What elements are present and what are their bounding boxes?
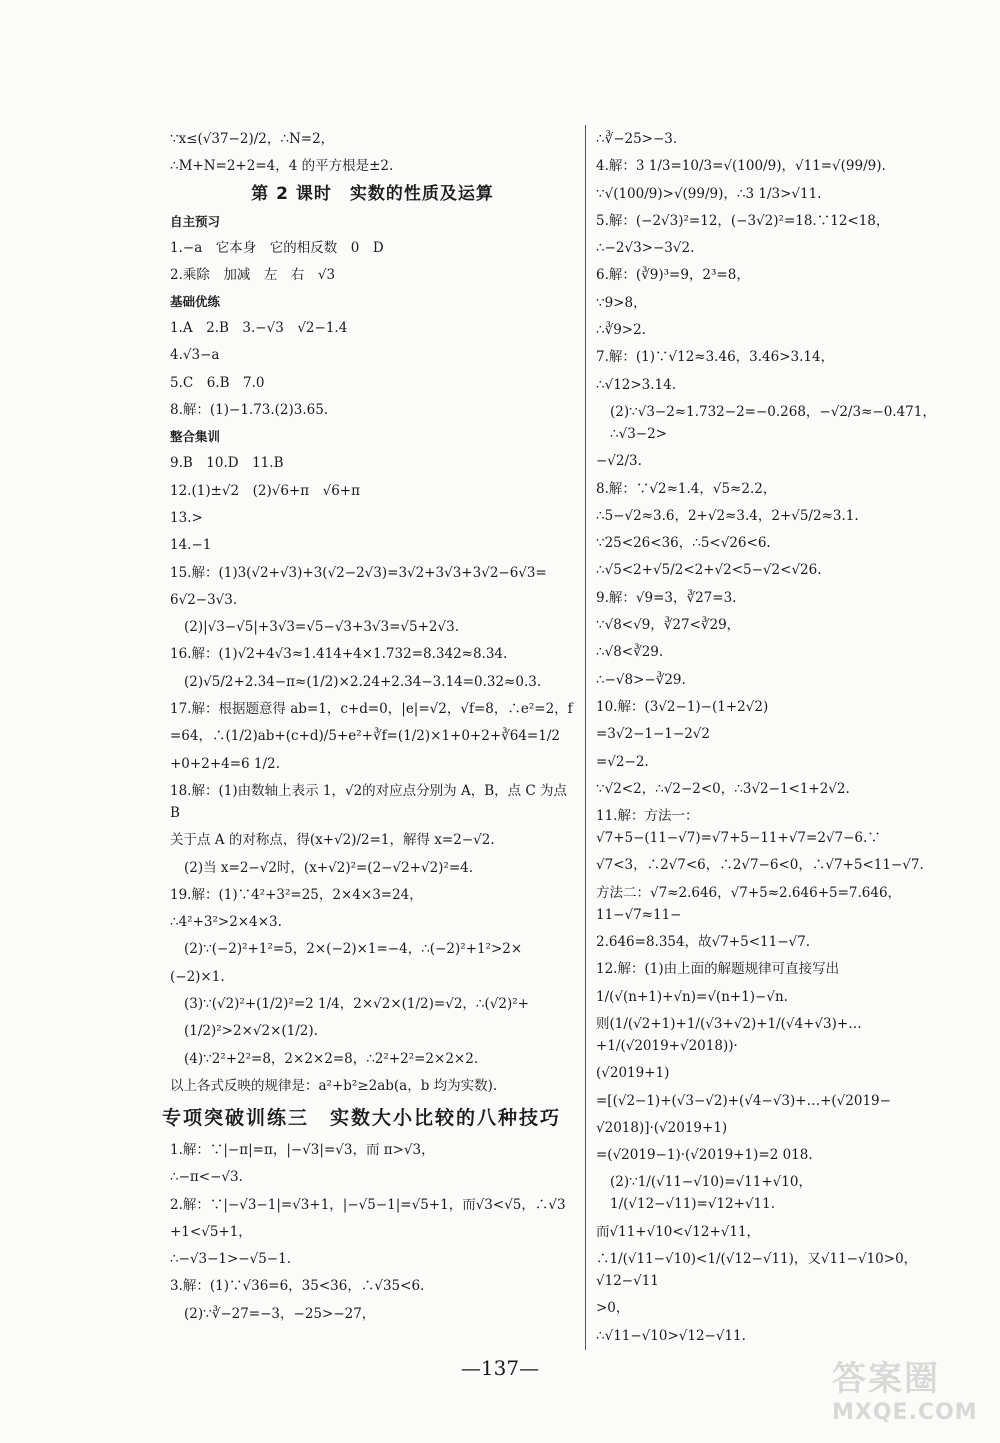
answer-line: ∴−2√3>−3√2. <box>596 240 695 257</box>
answer-line: −√2/3. <box>596 453 642 470</box>
integrated-training-answers <box>170 452 575 1097</box>
answer-line: 1.解：∵|−π|=π，|−√3|=√3，而 π>√3， <box>170 1141 435 1158</box>
answer-line: 18.解：(1)由数轴上表示 1，√2的对应点分别为 A，B，点 C 为点 B <box>170 782 572 821</box>
answer-line: 12.解：(1)由上面的解题规律可直接写出 <box>596 961 840 978</box>
answer-line: +0+2+4=6 1/2. <box>170 755 280 772</box>
answer-line: 16.解：(1)√2+4√3≈1.414+4×1.732=8.342≈8.34. <box>170 646 508 663</box>
answer-line: ∵√2<2，∴√2−2<0，∴3√2−1<1+2√2. <box>596 780 850 797</box>
answer-line: 7.解：(1)∵√12≈3.46，3.46>3.14， <box>596 349 835 366</box>
answer-line: 8.解：(1)−1.73.(2)3.65. <box>170 402 329 419</box>
special-training-answers <box>170 1139 575 1325</box>
answer-line: 13.> <box>170 509 203 526</box>
subsection-integrated-training: 整合集训 <box>170 429 221 445</box>
answer-line: =(√2019−1)·(√2019+1)=2 018. <box>596 1147 813 1164</box>
answer-line: 5.解：(−2√3)²=12，(−3√2)²=18.∵12<18， <box>596 212 890 229</box>
answer-line: √2018)]·(√2019+1) <box>596 1119 728 1136</box>
right-column <box>596 128 974 1352</box>
answer-line: ∵√(100/9)>√(99/9)，∴3 1/3>√11. <box>596 185 822 202</box>
answer-line: ∴−π<−√3. <box>170 1169 243 1186</box>
answer-line: 12.(1)±√2 (2)√6+π √6+π <box>170 482 360 499</box>
answer-line: 则(1/(√2+1)+1/(√3+√2)+1/(√4+√3)+…+1/(√2019+√2018))· <box>596 1015 862 1054</box>
answer-line: √7<3，∴2√7<6，∴2√7−6<0，∴√7+5<11−√7. <box>596 857 924 874</box>
answer-line: 17.解：根据题意得 ab=1，c+d=0，|e|=√2，√f=8，∴e²=2，f <box>170 701 573 718</box>
answer-line: ∴−√8>−∛29. <box>596 671 686 688</box>
answer-line: 8.解：∵√2≈1.4，√5≈2.2， <box>596 480 777 497</box>
answer-line: =3√2−1−1−2√2 <box>596 726 710 743</box>
answer-line: ∴√5<2+√5/2<2+√2<5−√2<√26. <box>596 562 822 579</box>
column-divider <box>585 125 586 1350</box>
answer-line: ∴1/(√11−√10)<1/(√12−√11)，又√11−√10>0，√12−√11 <box>596 1250 918 1289</box>
answer-line: 2.解：∵|−√3−1|=√3+1，|−√5−1|=√5+1，而√3<√5，∴√3 <box>170 1196 566 1213</box>
answer-line: 5.C 6.B 7.0 <box>170 374 265 391</box>
answer-line: (2)|√3−√5|+3√3=√5−√3+3√3=√5+2√3. <box>184 619 459 636</box>
self-study-answers <box>170 237 575 286</box>
answer-line: 4.解：3 1/3=10/3=√(100/9)，√11=√(99/9). <box>596 158 886 175</box>
answer-line: 1/(√(n+1)+√n)=√(n+1)−√n. <box>596 988 788 1005</box>
answer-line: (3)∵(√2)²+(1/2)²=2 1/4，2×√2×(1/2)=√2，∴(√2)²+ <box>184 996 529 1013</box>
answer-line: 而√11+√10<√12+√11， <box>596 1223 761 1240</box>
subsection-self-study: 自主预习 <box>170 213 221 229</box>
answer-line: (1/2)²>2×√2×(1/2). <box>184 1023 318 1040</box>
answer-line: 19.解：(1)∵4²+3²=25，2×4×3=24， <box>170 886 423 903</box>
answer-line: ∴M+N=2+2=4，4 的平方根是±2. <box>170 158 394 175</box>
answer-line: (2)∵∛−27=−3，−25>−27， <box>184 1305 376 1322</box>
answer-line: 9.B 10.D 11.B <box>170 455 284 472</box>
answer-line: (4)∵2²+2²=8，2×2×2=8，∴2²+2²=2×2×2. <box>184 1050 479 1067</box>
lesson-heading: 第 2 课时 实数的性质及运算 <box>251 183 494 204</box>
answer-line: 11.解：方法一：√7+5−(11−√7)=√7+5−11+√7=2√7−6.∵ <box>596 808 881 847</box>
answer-line: ∴∛−25>−3. <box>596 131 678 147</box>
answer-line: ∴√12>3.14. <box>596 376 677 393</box>
answer-line: 6√2−3√3. <box>170 591 238 608</box>
left-column <box>162 128 575 1330</box>
left-intro-lines <box>170 128 575 177</box>
answer-line: (2)∵(−2)²+1²=5，2×(−2)×1=−4，∴(−2)²+1²>2× <box>184 941 523 958</box>
answer-line: =[(√2−1)+(√3−√2)+(√4−√3)+…+(√2019− <box>596 1092 891 1109</box>
answer-line: ∴√11−√10>√12−√11. <box>596 1327 746 1344</box>
answer-line: (−2)×1. <box>170 968 225 985</box>
answer-line: 14.−1 <box>170 537 212 554</box>
answer-line: 1.−a 它本身 它的相反数 0 D <box>170 239 384 256</box>
watermark-logo <box>832 1351 982 1425</box>
answer-line: ∴∛9>2. <box>596 322 646 339</box>
answer-line: ∵9>8， <box>596 294 647 311</box>
answer-line: =√2−2. <box>596 753 649 770</box>
watermark-top: 答案圈 <box>832 1359 940 1399</box>
answer-line: ∵x≤(√37−2)/2，∴N=2， <box>170 131 335 147</box>
answer-line: ∵√8<√9，∛27<∛29， <box>596 617 741 634</box>
answer-line: 6.解：(∛9)³=9，2³=8， <box>596 267 750 284</box>
answer-line: (2)当 x=2−√2时，(x+√2)²=(2−√2+√2)²=4. <box>184 859 474 876</box>
answer-line: 1.A 2.B 3.−√3 √2−1.4 <box>170 320 348 337</box>
answer-line: 以上各式反映的规律是：a²+b²≥2ab(a，b 均为实数). <box>170 1077 498 1094</box>
page-number: —137— <box>460 1356 540 1380</box>
answer-line: =64，∴(1/2)ab+(c+d)/5+e²+∛f=(1/2)×1+0+2+∛64=1/2 <box>170 728 560 745</box>
right-answers <box>596 128 974 1347</box>
answer-line: 方法二：√7≈2.646，√7+5≈2.646+5=7.646，11−√7≈11− <box>596 884 902 923</box>
answer-line: 2.646=8.354，故√7+5<11−√7. <box>596 934 810 951</box>
answer-line: ∵25<26<36，∴5<√26<6. <box>596 535 771 552</box>
answer-line: (2)∵1/(√11−√10)=√11+√10，1/(√12−√11)=√12+√11. <box>610 1174 812 1213</box>
answer-line: (√2019+1) <box>596 1065 670 1082</box>
answer-line: +1<√5+1， <box>170 1223 252 1240</box>
answer-line: 9.解：√9=3，∛27=3. <box>596 589 737 606</box>
answer-line: (2)∵√3−2≈1.732−2=−0.268，−√2/3≈−0.471，∴√3−2> <box>610 403 936 442</box>
answer-line: 3.解：(1)∵√36=6，35<36，∴√35<6. <box>170 1278 425 1295</box>
answer-line: 15.解：(1)3(√2+√3)+3(√2−2√3)=3√2+3√3+3√2−6√3= <box>170 564 547 581</box>
answer-line: ∴−√3−1>−√5−1. <box>170 1251 291 1268</box>
answer-line: ∴√8<∛29. <box>596 644 664 661</box>
basic-practice-answers <box>170 317 575 421</box>
answer-line: 4.√3−a <box>170 347 220 364</box>
answer-line: 2.乘除 加减 左 右 √3 <box>170 266 336 283</box>
answer-line: 关于点 A 的对称点，得(x+√2)/2=1，解得 x=2−√2. <box>170 832 495 849</box>
subsection-basic-practice: 基础优练 <box>170 294 221 310</box>
answer-line: >0， <box>596 1300 630 1317</box>
answer-line: ∴5−√2≈3.6，2+√2≈3.4，2+√5/2≈3.1. <box>596 507 859 524</box>
special-training-heading: 专项突破训练三 实数大小比较的八种技巧 <box>162 1106 562 1129</box>
watermark-bottom: MXQE.COM <box>832 1400 978 1425</box>
answer-line: (2)√5/2+2.34−π≈(1/2)×2.24+2.34−3.14=0.32≈0.3. <box>184 673 542 690</box>
answer-line: ∴4²+3²>2×4×3. <box>170 914 282 931</box>
answer-line: 10.解：(3√2−1)−(1+2√2) <box>596 698 769 715</box>
